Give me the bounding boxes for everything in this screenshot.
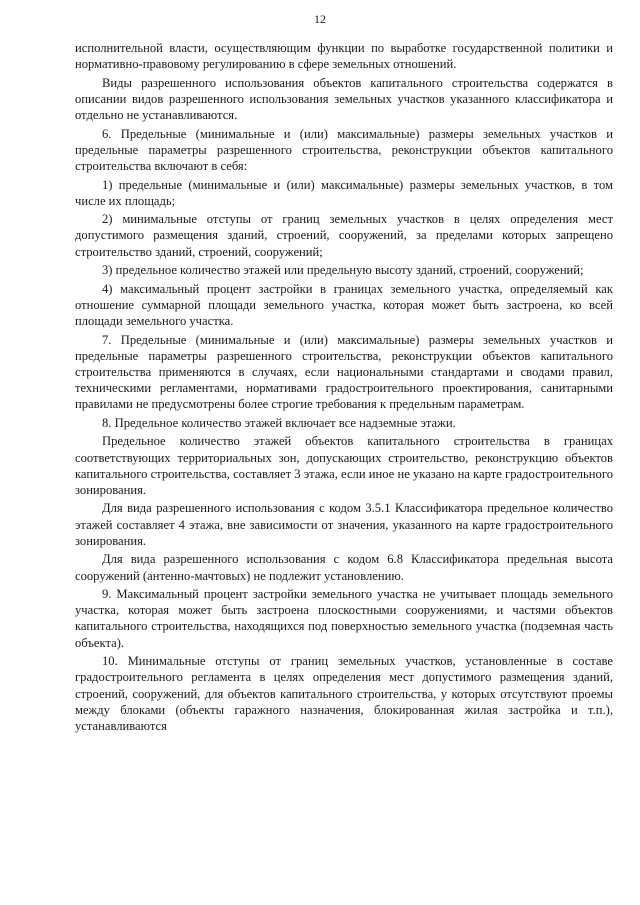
paragraph-floor-limit: Предельное количество этажей объектов капитального строительства в границах соответствующих территориальных зон, допускающих строительство, реконструкцию объектов капитального строительства, составляет 3 этажа, если иное не указано на карте градостроительного зонирования. — [75, 434, 613, 497]
paragraph-item-10: 10. Минимальные отступы от границ земельных участков, установленные в составе градостроительного регламента в целях определения мест допустимого размещения зданий, строений, сооружений, для объектов капитального строительства, у которых отсутствуют проемы между блоками (объекты гаражного назначения, блокированная жилая застройка и т.п.), устанавливаются — [75, 654, 613, 733]
paragraph-subitem-2: 2) минимальные отступы от границ земельных участков в целях определения мест допустимого размещения зданий, строений, сооружений, за пределами которых запрещено строительство зданий, строений, сооружений; — [75, 212, 613, 259]
paragraph-item-9: 9. Максимальный процент застройки земельного участка не учитывает площадь земельного участка, которая может быть застроена плоскостными сооружениями, и частями объектов капитального строительства, находящихся под поверхностью земельного участка (подземная часть объекта). — [75, 587, 613, 650]
paragraph-subitem-3: 3) предельное количество этажей или предельную высоту зданий, строений, сооружений; — [102, 263, 584, 278]
paragraph-code-6-8: Для вида разрешенного использования с кодом 6.8 Классификатора предельная высота сооружений (антенно-мачтовых) не подлежит установлению. — [75, 552, 613, 583]
paragraph-item-7: 7. Предельные (минимальные и (или) максимальные) размеры земельных участков и предельные параметры разрешенного строительства, реконструкции объектов капитального строительства применяются в случаях, если национальными стандартами и сводами правил, техническими регламентами, нормативами градостроительного проектирования, санитарными правилами не предусмотрены более строгие требования к предельным параметрам. — [75, 332, 613, 412]
paragraph-continuation: исполнительной власти, осуществляющим функции по выработке государственной политики и нормативно-правовому регулированию в сфере земельных отношений. — [75, 41, 613, 72]
paragraph-subitem-1: 1) предельные (минимальные и (или) максимальные) размеры земельных участков, в том числе их площадь; — [75, 177, 613, 208]
paragraph-item-8: 8. Предельное количество этажей включает все надземные этажи. — [102, 415, 456, 430]
paragraph-code-3-5-1: Для вида разрешенного использования с кодом 3.5.1 Классификатора предельное количество этажей составляет 4 этажа, вне зависимости от значения, указанного на карте градостроительного зонирования. — [75, 501, 613, 548]
document-body — [75, 40, 613, 736]
paragraph-subitem-4: 4) максимальный процент застройки в границах земельного участка, определяемый как отношение суммарной площади земельного участка, которая может быть застроена, ко всей площади земельного участка. — [75, 281, 613, 329]
paragraph-permitted-use-types: Виды разрешенного использования объектов капитального строительства содержатся в описании видов разрешенного использования земельных участков указанного классификатора и отдельно не устанавливаются. — [75, 75, 613, 123]
page-number: 12 — [314, 12, 326, 26]
paragraph-item-6: 6. Предельные (минимальные и (или) максимальные) размеры земельных участков и предельные параметры разрешенного строительства, реконструкции объектов капитального строительства включают в себя: — [75, 126, 613, 174]
